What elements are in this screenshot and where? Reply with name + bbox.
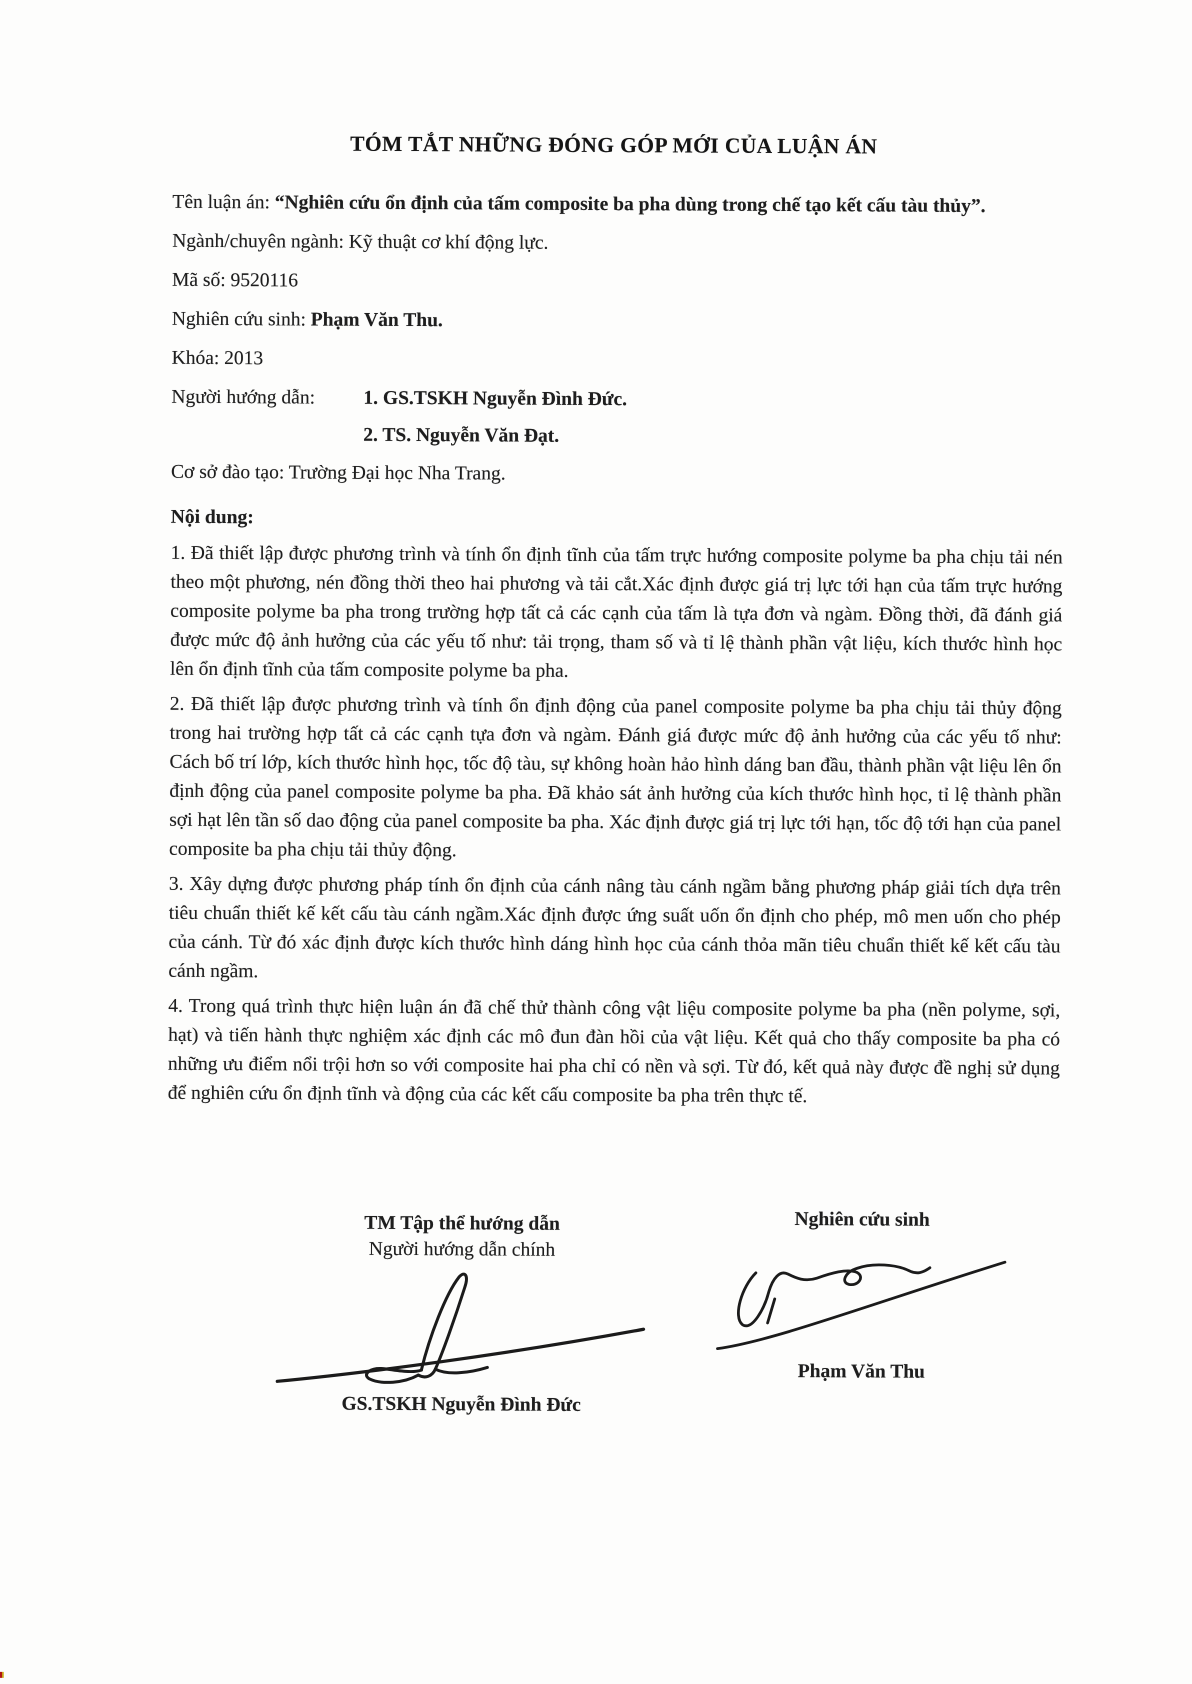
supervisor-name: GS.TSKH Nguyễn Đình Đức [341,1393,581,1416]
candidate-name: Phạm Văn Thu [797,1361,925,1384]
metadata-section [171,190,1065,492]
supervisor-1: 1. GS.TSKH Nguyễn Đình Đức. [363,387,628,410]
code-label: Mã số: [171,269,226,291]
paragraph-4: 4. Trong quá trình thực hiện luận án đã chế thử thành công vật liệu composite polyme ba pha (nền polyme, sợi, hạt) và tiến hành thực nghiệm xác định các mô đun đàn hồi của vật liệu. Kết quả cho thấy composite ba pha có những ưu điểm nổi trội hơn so với composite hai pha chỉ có nền và sợi. Từ đó, kết quả này được đề nghị sử dụng để nghiên cứu ổn định tĩnh và động của các kết cấu composite ba pha trên thực tế. [167,995,1061,1108]
cohort-value: 2013 [224,347,264,369]
thesis-title-label: Tên luận án: [172,191,270,214]
candidate-label: Nghiên cứu sinh: [171,308,306,331]
supervisor-signature-icon [271,1267,652,1391]
field-major [172,229,1064,261]
candidate-signature-icon [711,1245,1012,1359]
field-supervisors [171,384,1063,452]
content-heading: Nội dung: [170,506,254,529]
candidate-role: Nghiên cứu sinh [794,1209,930,1231]
field-candidate [172,306,1064,338]
major-value: Kỹ thuật cơ khí động lực. [348,231,549,254]
supervisor-role-line1: TM Tập thể hướng dẫn [364,1212,560,1235]
paragraph-1: 1. Đã thiết lập được phương trình và tính ổn định tĩnh của tấm trực hướng composite polyme ba pha chịu tải nén theo một phương, nén đồng thời theo hai phương và tải cắt.Xác định được giá trị lực tới hạn của tấm trực hướng composite polyme ba pha trong trường hợp tất cả các cạnh của tấm là tựa đơn và ngàm. Đồng thời, đã đánh giá được mức độ ảnh hưởng của các yếu tố như: tải trọng, tham số và tỉ lệ thành phần vật liệu, kích thước hình học lên ổn định tĩnh của tấm composite polyme ba pha. [169,542,1063,682]
code-value: 9520116 [230,269,299,292]
content-paragraphs [168,539,1063,1113]
supervisor-2: 2. TS. Nguyễn Văn Đạt. [363,424,560,447]
paragraph-3: 3. Xây dựng được phương pháp tính ổn định của cánh nâng tàu cánh ngầm bằng phương pháp giải tích dựa trên tiêu chuẩn thiết kế kết cấu tàu cánh ngầm.Xác định được ứng suất uốn ổn định cho phép, mô men uốn cho phép của cánh. Từ đó xác định được kích thước hình dáng hình học của cánh thỏa mãn tiêu chuẩn thiết kế kết cấu tàu cánh ngầm. [168,873,1061,983]
institution-value: Trường Đại học Nha Trang. [288,462,506,485]
thesis-title-value: “Nghiên cứu ổn định của tấm composite ba pha dùng trong chế tạo kết cấu tàu thủy”. [274,192,986,218]
supervisor-signature-block [246,1210,677,1417]
field-institution [171,460,1063,492]
scan-artifact-mark [0,1672,4,1678]
supervisors-label: Người hướng dẫn: [171,386,316,409]
paragraph-2: 2. Đã thiết lập được phương trình và tính ổn định động của panel composite polyme ba pha chịu tải thủy động trong hai trường hợp tất cả các cạnh tựa đơn và ngàm. Đánh giá được mức độ ảnh hưởng của các yếu tố như: Cách bố trí lớp, kích thước hình học, tốc độ tàu, sự không hoàn hảo hình dáng ban đầu, thành phần vật liệu lên ổn định động của panel composite polyme ba pha. Đã khảo sát ảnh hưởng của kích thước hình học, tỉ lệ thành phần sợi hạt lên tần số dao động của panel composite ba pha. Xác định được giá trị lực tới hạn, tốc độ tới hạn của panel composite ba pha chịu tải thủy động. [169,693,1062,862]
field-thesis-title [172,190,1064,222]
supervisor-role-line2: Người hướng dẫn chính [368,1239,556,1262]
supervisors-list [363,385,627,450]
major-label: Ngành/chuyên ngành: [172,230,344,253]
cohort-label: Khóa: [171,347,220,369]
field-code [172,268,1064,300]
institution-label: Cơ sở đào tạo: [170,461,285,484]
document-title: TÓM TẮT NHỮNG ĐÓNG GÓP MỚI CỦA LUẬN ÁN [350,131,878,159]
candidate-value: Phạm Văn Thu. [310,309,443,331]
field-cohort [172,345,1064,377]
candidate-signature-block [691,1207,1032,1385]
